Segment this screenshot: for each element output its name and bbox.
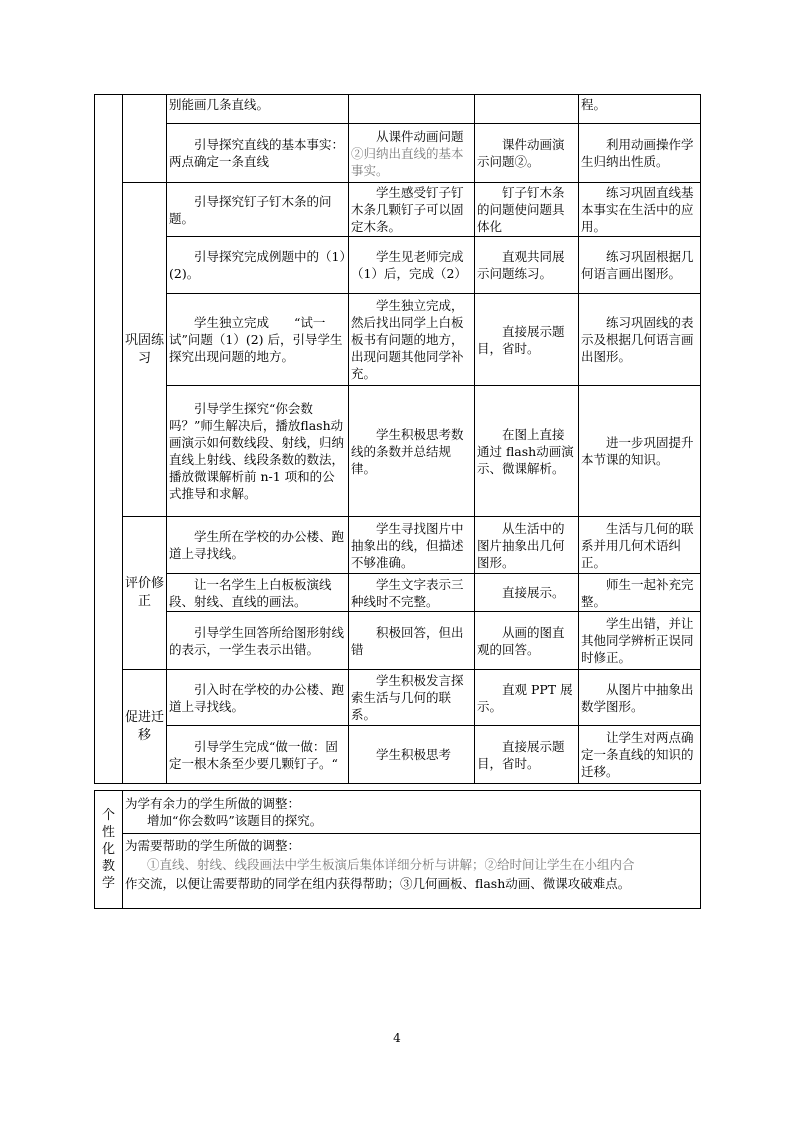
student-activity-cell: 积极回答，但出错 [349, 612, 475, 670]
student-activity-cell: 学生文字表示三种线时不完整。 [349, 574, 475, 612]
purpose-cell: 师生一起补充完整。 [579, 574, 701, 612]
section-char: 个 [101, 808, 115, 823]
teacher-activity-cell: 学生独立完成 “试一试”问题（1）(2) 后，引导学生探究出现问题的地方。 [167, 294, 349, 386]
table-row [95, 670, 701, 726]
purpose-cell: 学生出错，并让其他同学辨析正误同时修正。 [579, 612, 701, 670]
student-activity-cell: 学生见老师完成（1）后，完成（2） [349, 237, 475, 294]
media-cell: 课件动画演示问题②。 [475, 124, 579, 183]
left-blank-cell [95, 95, 123, 784]
student-activity-cell: 学生积极发言探索生活与几何的联系。 [349, 670, 475, 726]
purpose-cell: 利用动画操作学生归纳出性质。 [579, 124, 701, 183]
purpose-cell: 练习巩固根据几何语言画出图形。 [579, 237, 701, 294]
purpose-cell: 练习巩固直线基本事实在生活中的应用。 [579, 183, 701, 237]
advanced-body: 增加“你会数吗”该题目的探究。 [147, 813, 323, 828]
help-body-line-1: ①直线、射线、线段画法中学生板演后集体详细分析与讲解；②给时间让学生在小组内合 [147, 857, 635, 872]
teacher-activity-cell: 引导探究完成例题中的（1）(2)。 [167, 237, 349, 294]
student-activity-line-grey: ②归纳出直线的基本事实。 [351, 145, 464, 178]
page-number: 4 [393, 1031, 401, 1045]
media-cell: 直接展示题目，省时。 [475, 726, 579, 784]
table-row [95, 834, 701, 909]
student-activity-cell [349, 95, 475, 124]
table-row [95, 791, 701, 834]
media-cell: 从画的图直观的回答。 [475, 612, 579, 670]
purpose-cell: 进一步巩固提升本节课的知识。 [579, 386, 701, 517]
student-activity-cell [349, 124, 475, 183]
section-blank-cell [123, 95, 167, 183]
table-row [95, 517, 701, 574]
teacher-activity-cell: 引导探究钉子钉木条的问题。 [167, 183, 349, 237]
table-row [95, 183, 701, 237]
student-activity-cell: 学生独立完成，然后找出同学上白板板书有问题的地方，出现问题其他同学补充。 [349, 294, 475, 386]
teacher-activity-cell: 引导学生回答所给图形射线的表示，一学生表示出错。 [167, 612, 349, 670]
table-row [95, 612, 701, 670]
student-activity-cell: 学生感受钉子钉木条几颗钉子可以固定木条。 [349, 183, 475, 237]
advanced-students-cell [123, 791, 701, 834]
table-row [95, 237, 701, 294]
media-cell: 直接展示题目，省时。 [475, 294, 579, 386]
section-char: 性 [101, 825, 115, 840]
media-cell: 直观共同展示问题练习。 [475, 237, 579, 294]
teacher-activity-cell: 引入时在学校的办公楼、跑道上寻找线。 [167, 670, 349, 726]
table-row [95, 95, 701, 124]
lesson-plan-table [94, 94, 701, 784]
section-transfer: 促进迁移 [123, 670, 167, 784]
purpose-cell: 让学生对两点确定一条直线的知识的迁移。 [579, 726, 701, 784]
table-row [95, 124, 701, 183]
section-char: 教 [101, 859, 115, 874]
table-row [95, 574, 701, 612]
student-activity-cell: 学生积极思考数线的条数并总结规律。 [349, 386, 475, 517]
purpose-cell: 从图片中抽象出数学图形。 [579, 670, 701, 726]
table-row [95, 386, 701, 517]
media-cell: 钉子钉木条的问题使问题具体化 [475, 183, 579, 237]
media-cell: 直观 PPT 展示。 [475, 670, 579, 726]
teacher-activity-cell: 让一名学生上白板板演线段、射线、直线的画法。 [167, 574, 349, 612]
help-body-line-2: 作交流，以便让需要帮助的同学在组内获得帮助；③几何画板、flash动画、微课攻破难点。 [125, 876, 631, 891]
table-row [95, 726, 701, 784]
student-activity-line: 从课件动画问题 [376, 128, 464, 144]
media-cell [475, 95, 579, 124]
student-activity-cell: 学生寻找图片中抽象出的线，但描述不够准确。 [349, 517, 475, 574]
section-char: 化 [101, 842, 115, 857]
individualized-teaching-table [94, 790, 701, 909]
help-title: 为需要帮助的学生所做的调整： [125, 838, 301, 853]
purpose-cell: 程。 [579, 95, 701, 124]
media-cell: 在图上直接通过 flash动画演示、微课解析。 [475, 386, 579, 517]
section-individualized [95, 791, 123, 909]
purpose-cell: 练习巩固线的表示及根据几何语言画出图形。 [579, 294, 701, 386]
section-char: 学 [101, 876, 115, 891]
teacher-activity-cell: 引导学生完成“做一做：固定一根木条至少要几颗钉子。“ [167, 726, 349, 784]
purpose-cell: 生活与几何的联系并用几何术语纠正。 [579, 517, 701, 574]
section-evaluate: 评价修正 [123, 517, 167, 670]
teacher-activity-cell: 引导探究直线的基本事实：两点确定一条直线 [167, 124, 349, 183]
teacher-activity-cell: 引导学生探究“你会数吗？”师生解决后，播放flash动画演示如何数线段、射线，归纳直线上射线、线段条数的数法，播放微课解析前 n-1 项和的公式推导和求解。 [167, 386, 349, 517]
table-row [95, 294, 701, 386]
teacher-activity-cell: 学生所在学校的办公楼、跑道上寻找线。 [167, 517, 349, 574]
student-activity-cell: 学生积极思考 [349, 726, 475, 784]
help-students-cell [123, 834, 701, 909]
section-consolidate: 巩固练习 [123, 183, 167, 517]
teacher-activity-cell: 别能画几条直线。 [167, 95, 349, 124]
media-cell: 直接展示。 [475, 574, 579, 612]
media-cell: 从生活中的图片抽象出几何图形。 [475, 517, 579, 574]
advanced-title: 为学有余力的学生所做的调整： [125, 796, 301, 811]
